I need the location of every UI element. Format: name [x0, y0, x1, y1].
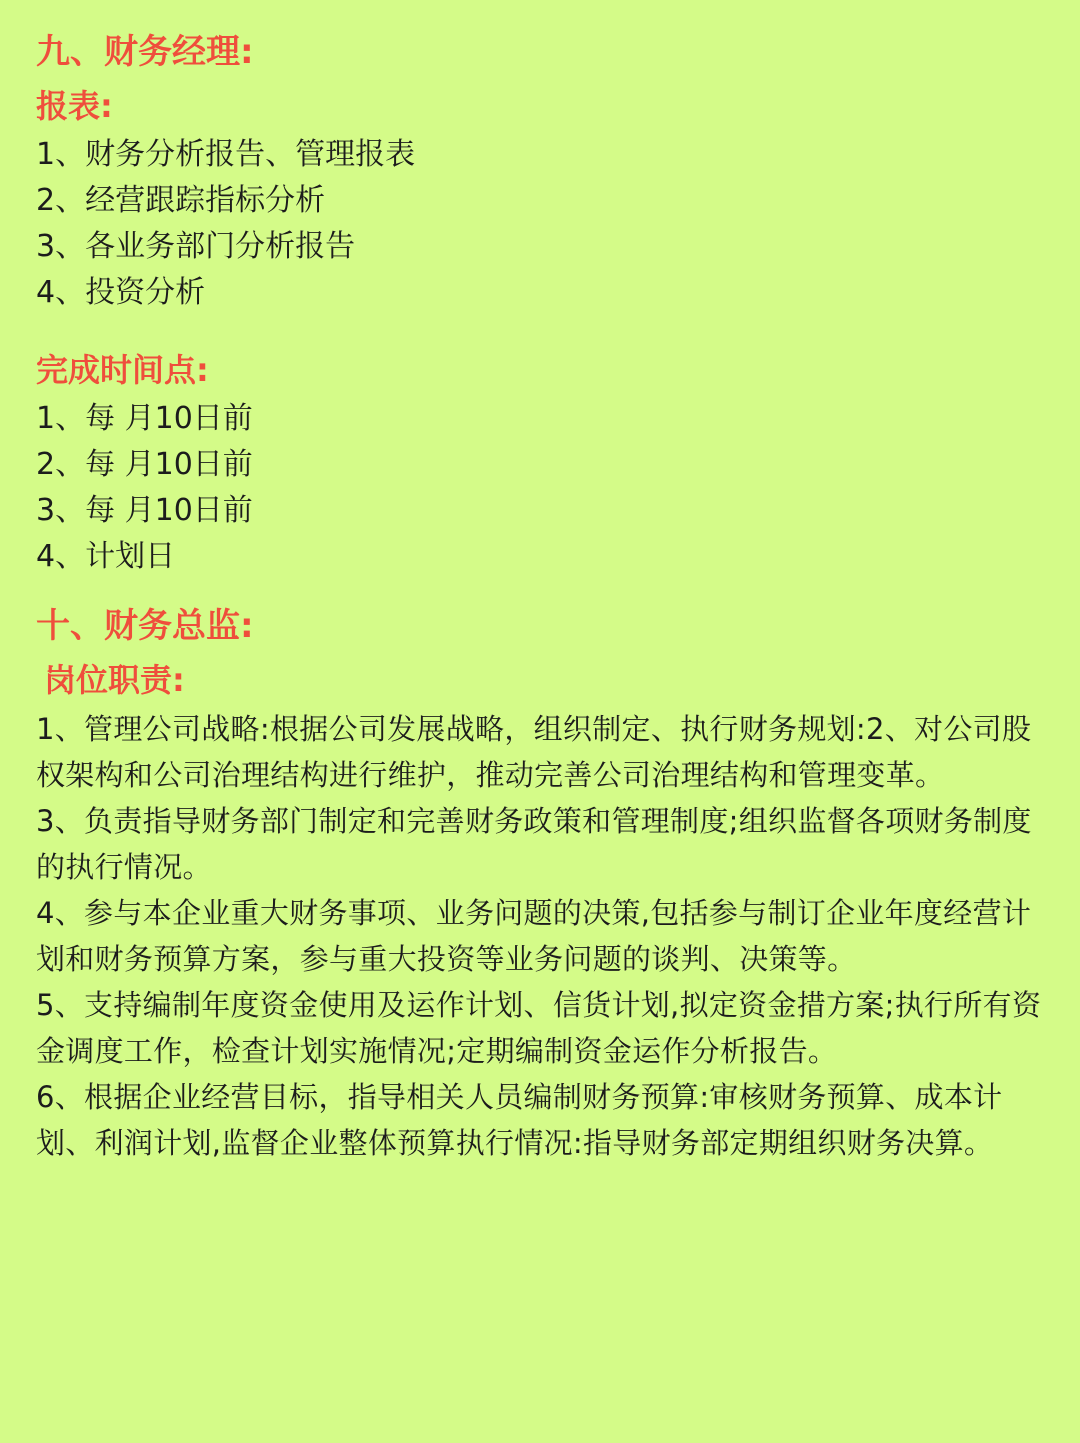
document-page	[36, 24, 1046, 1166]
list-item: 3、每 月10日前	[36, 493, 253, 528]
spacer	[36, 580, 1046, 598]
list-item: 4、投资分析	[36, 275, 206, 310]
list-item: 4、计划日	[36, 539, 176, 574]
duty-paragraph: 3、负责指导财务部门制定和完善财务政策和管理制度;组织监督各项财务制度的执行情况。	[36, 804, 1032, 884]
list-item: 2、每 月10日前	[36, 447, 253, 482]
list-item: 2、经营跟踪指标分析	[36, 183, 326, 218]
duty-paragraph: 5、支持编制年度资金使用及运作计划、信货计划,拟定资金措方案;执行所有资金调度工作，检查计划实施情况;定期编制资金运作分析报告。	[36, 988, 1042, 1068]
reports-label: 报表:	[36, 87, 113, 125]
spacer	[36, 316, 1046, 344]
duty-paragraph: 4、参与本企业重大财务事项、业务问题的决策,包括参与制订企业年度经营计划和财务预算方案，参与重大投资等业务问题的谈判、决策等。	[36, 896, 1032, 976]
list-item: 1、每 月10日前	[36, 401, 253, 436]
deadlines-list	[36, 396, 1046, 580]
reports-list	[36, 132, 1046, 316]
duty-paragraph: 1、管理公司战略:根据公司发展战略，组织制定、执行财务规划:2、对公司股权架构和公司治理结构进行维护，推动完善公司治理结构和管理变革。	[36, 712, 1032, 792]
duty-paragraph: 6、根据企业经营目标，指导相关人员编制财务预算:审核财务预算、成本计划、利润计划,监督企业整体预算执行情况:指导财务部定期组织财务决算。	[36, 1080, 1003, 1160]
list-item: 3、各业务部门分析报告	[36, 229, 356, 264]
duties-label: 岗位职责:	[44, 661, 185, 699]
deadline-label: 完成时间点:	[36, 351, 209, 389]
section-9-title: 九、财务经理:	[36, 32, 254, 72]
list-item: 1、财务分析报告、管理报表	[36, 137, 416, 172]
section-10-title: 十、财务总监:	[36, 606, 254, 646]
